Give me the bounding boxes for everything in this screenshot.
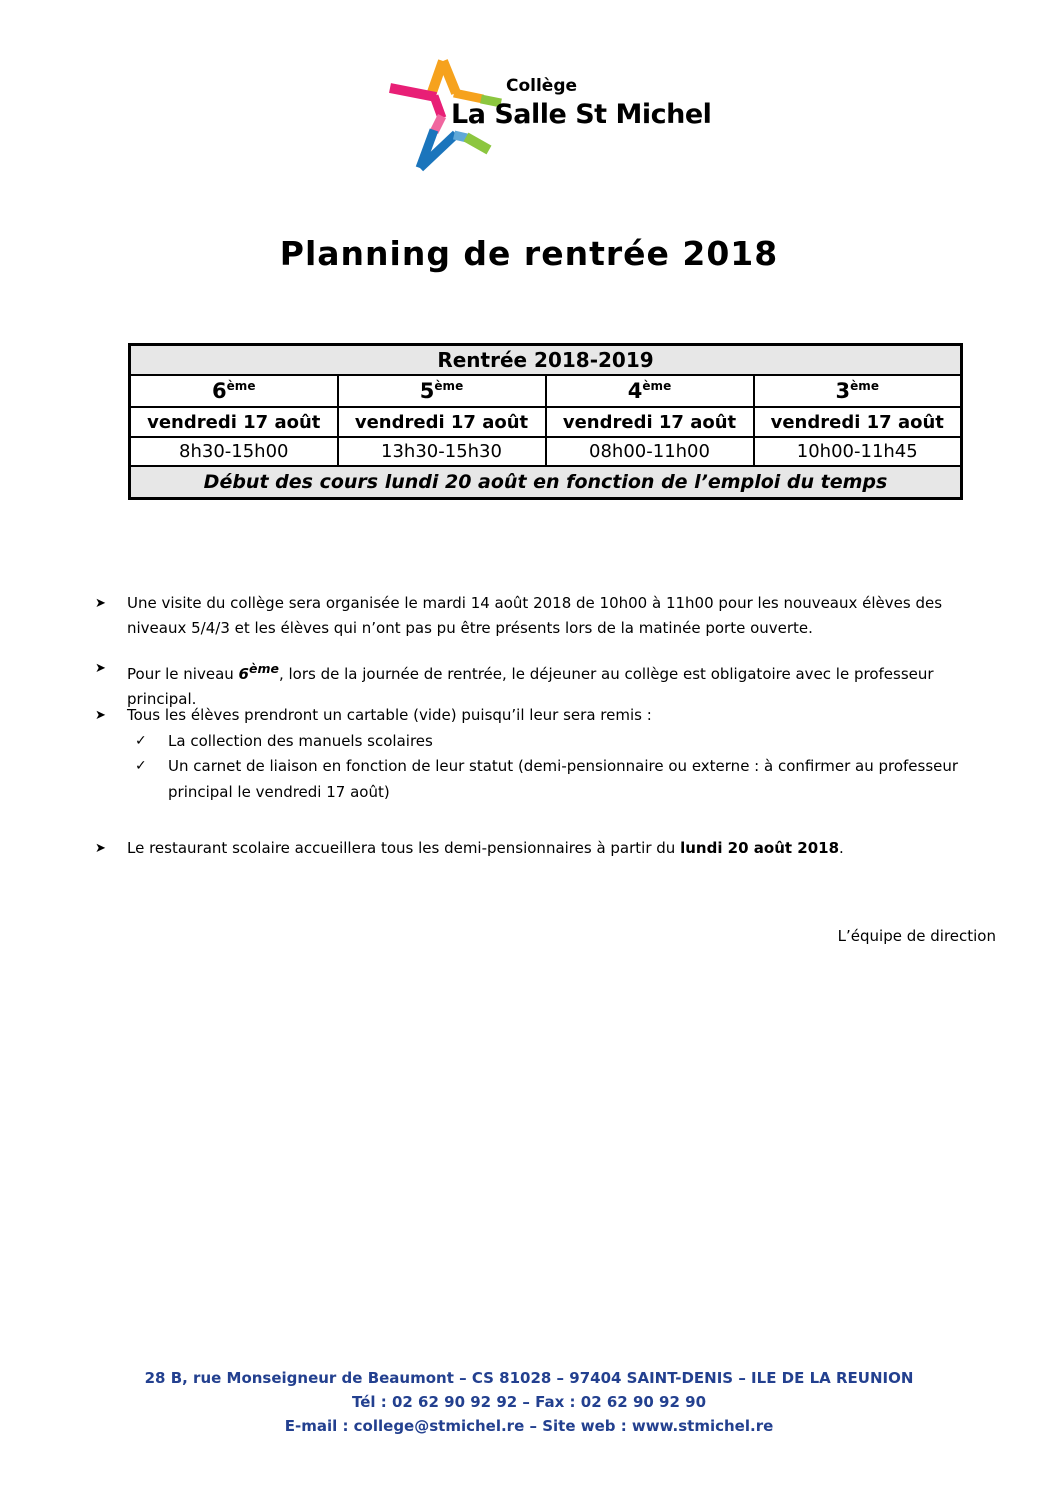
star-segment-bottom-lightblue	[454, 135, 467, 138]
level-cell-3eme	[754, 375, 962, 407]
arrow-bullet-icon: ➤	[95, 596, 106, 611]
time-cell: 10h00-11h45	[754, 437, 962, 466]
footer-phone-line: Tél : 02 62 90 92 92 – Fax : 02 62 90 92 90	[351, 1393, 707, 1411]
check-item-carnet	[135, 753, 980, 805]
date-cell: vendredi 17 août	[546, 407, 754, 437]
logo-school-name: La Salle St Michel	[451, 99, 712, 130]
footer-address-line: 28 B, rue Monseigneur de Beaumont – CS 81028 – 97404 SAINT-DENIS – ILE DE LA REUNION	[144, 1369, 914, 1387]
table-footer-note: Début des cours lundi 20 août en fonction de l’emploi du temps	[130, 466, 962, 498]
time-cell: 08h00-11h00	[546, 437, 754, 466]
check-item-manuels	[135, 728, 980, 754]
star-segment-bottom-green	[466, 137, 489, 150]
time-cell: 8h30-15h00	[130, 437, 338, 466]
arrow-bullet-icon: ➤	[95, 708, 106, 723]
date-cell: vendredi 17 août	[754, 407, 962, 437]
check-text: La collection des manuels scolaires	[168, 732, 433, 750]
star-segment-left-inner-low	[434, 116, 442, 132]
level-sup: ème	[850, 379, 879, 393]
page-title: Planning de rentrée 2018	[279, 234, 779, 273]
bullet-text: Tous les élèves prendront un cartable (vide) puisqu’il leur sera remis :	[127, 706, 652, 724]
level-sup: ème	[434, 379, 464, 393]
checkmark-icon: ✓	[135, 733, 147, 749]
checkmark-icon: ✓	[135, 758, 147, 774]
star-segment-top-right	[443, 61, 456, 93]
bullet-text	[127, 836, 844, 861]
bullet-item-restaurant	[95, 836, 1000, 861]
arrow-bullet-icon: ➤	[95, 661, 106, 676]
table-title: Rentrée 2018-2019	[130, 345, 962, 376]
bullet-text-part: Pour le niveau	[127, 665, 239, 683]
level-base: 5	[419, 379, 435, 403]
level-sup: ème	[642, 379, 672, 393]
level-sup: ème	[226, 379, 256, 393]
bullet-item-visite	[95, 591, 1000, 641]
table-levels-row	[130, 375, 962, 407]
bullet-text-part: , lors de la journée de rentrée, le déjeuner au collège est obligatoire avec le professeur principal.	[127, 665, 934, 708]
time-cell: 13h30-15h30	[338, 437, 546, 466]
table-dates-row	[130, 407, 962, 437]
bullet-text-part: .	[839, 839, 844, 857]
check-text: Un carnet de liaison en fonction de leur statut (demi-pensionnaire ou externe : à confirmer au professeur principal le vendredi 17 août)	[168, 757, 959, 801]
level-cell-4eme	[546, 375, 754, 407]
date-cell: vendredi 17 août	[338, 407, 546, 437]
school-logo	[388, 52, 712, 182]
level-sup: ème	[248, 661, 279, 676]
table-footer-row	[130, 466, 962, 498]
logo-college-text: Collège	[506, 76, 578, 96]
table-times-row	[130, 437, 962, 466]
level-cell-5eme	[338, 375, 546, 407]
footer-email-line: E-mail : college@stmichel.re – Site web : www.stmichel.re	[284, 1417, 774, 1435]
level-base: 3	[835, 379, 851, 403]
bullet-item-cartable	[95, 703, 1000, 728]
level-base: 4	[627, 379, 643, 403]
level-inline	[238, 661, 279, 683]
level-base: 6	[238, 665, 249, 683]
level-cell-6eme	[130, 375, 338, 407]
bullet-text-bold-date: lundi 20 août 2018	[680, 839, 840, 857]
level-base: 6	[212, 379, 227, 403]
bullet-text: Une visite du collège sera organisée le mardi 14 août 2018 de 10h00 à 11h00 pour les nouveaux élèves des niveaux 5/4/3 et les élèves qui n’ont pas pu être présents lors de la matinée porte ouverte.	[127, 594, 943, 637]
page-footer	[0, 1366, 1058, 1438]
signature-text: L’équipe de direction	[837, 927, 996, 945]
schedule-table	[128, 343, 963, 500]
bullet-text-part: Le restaurant scolaire accueillera tous les demi-pensionnaires à partir du	[127, 839, 681, 857]
date-cell: vendredi 17 août	[130, 407, 338, 437]
table-header-row	[130, 345, 962, 376]
arrow-bullet-icon: ➤	[95, 841, 106, 856]
